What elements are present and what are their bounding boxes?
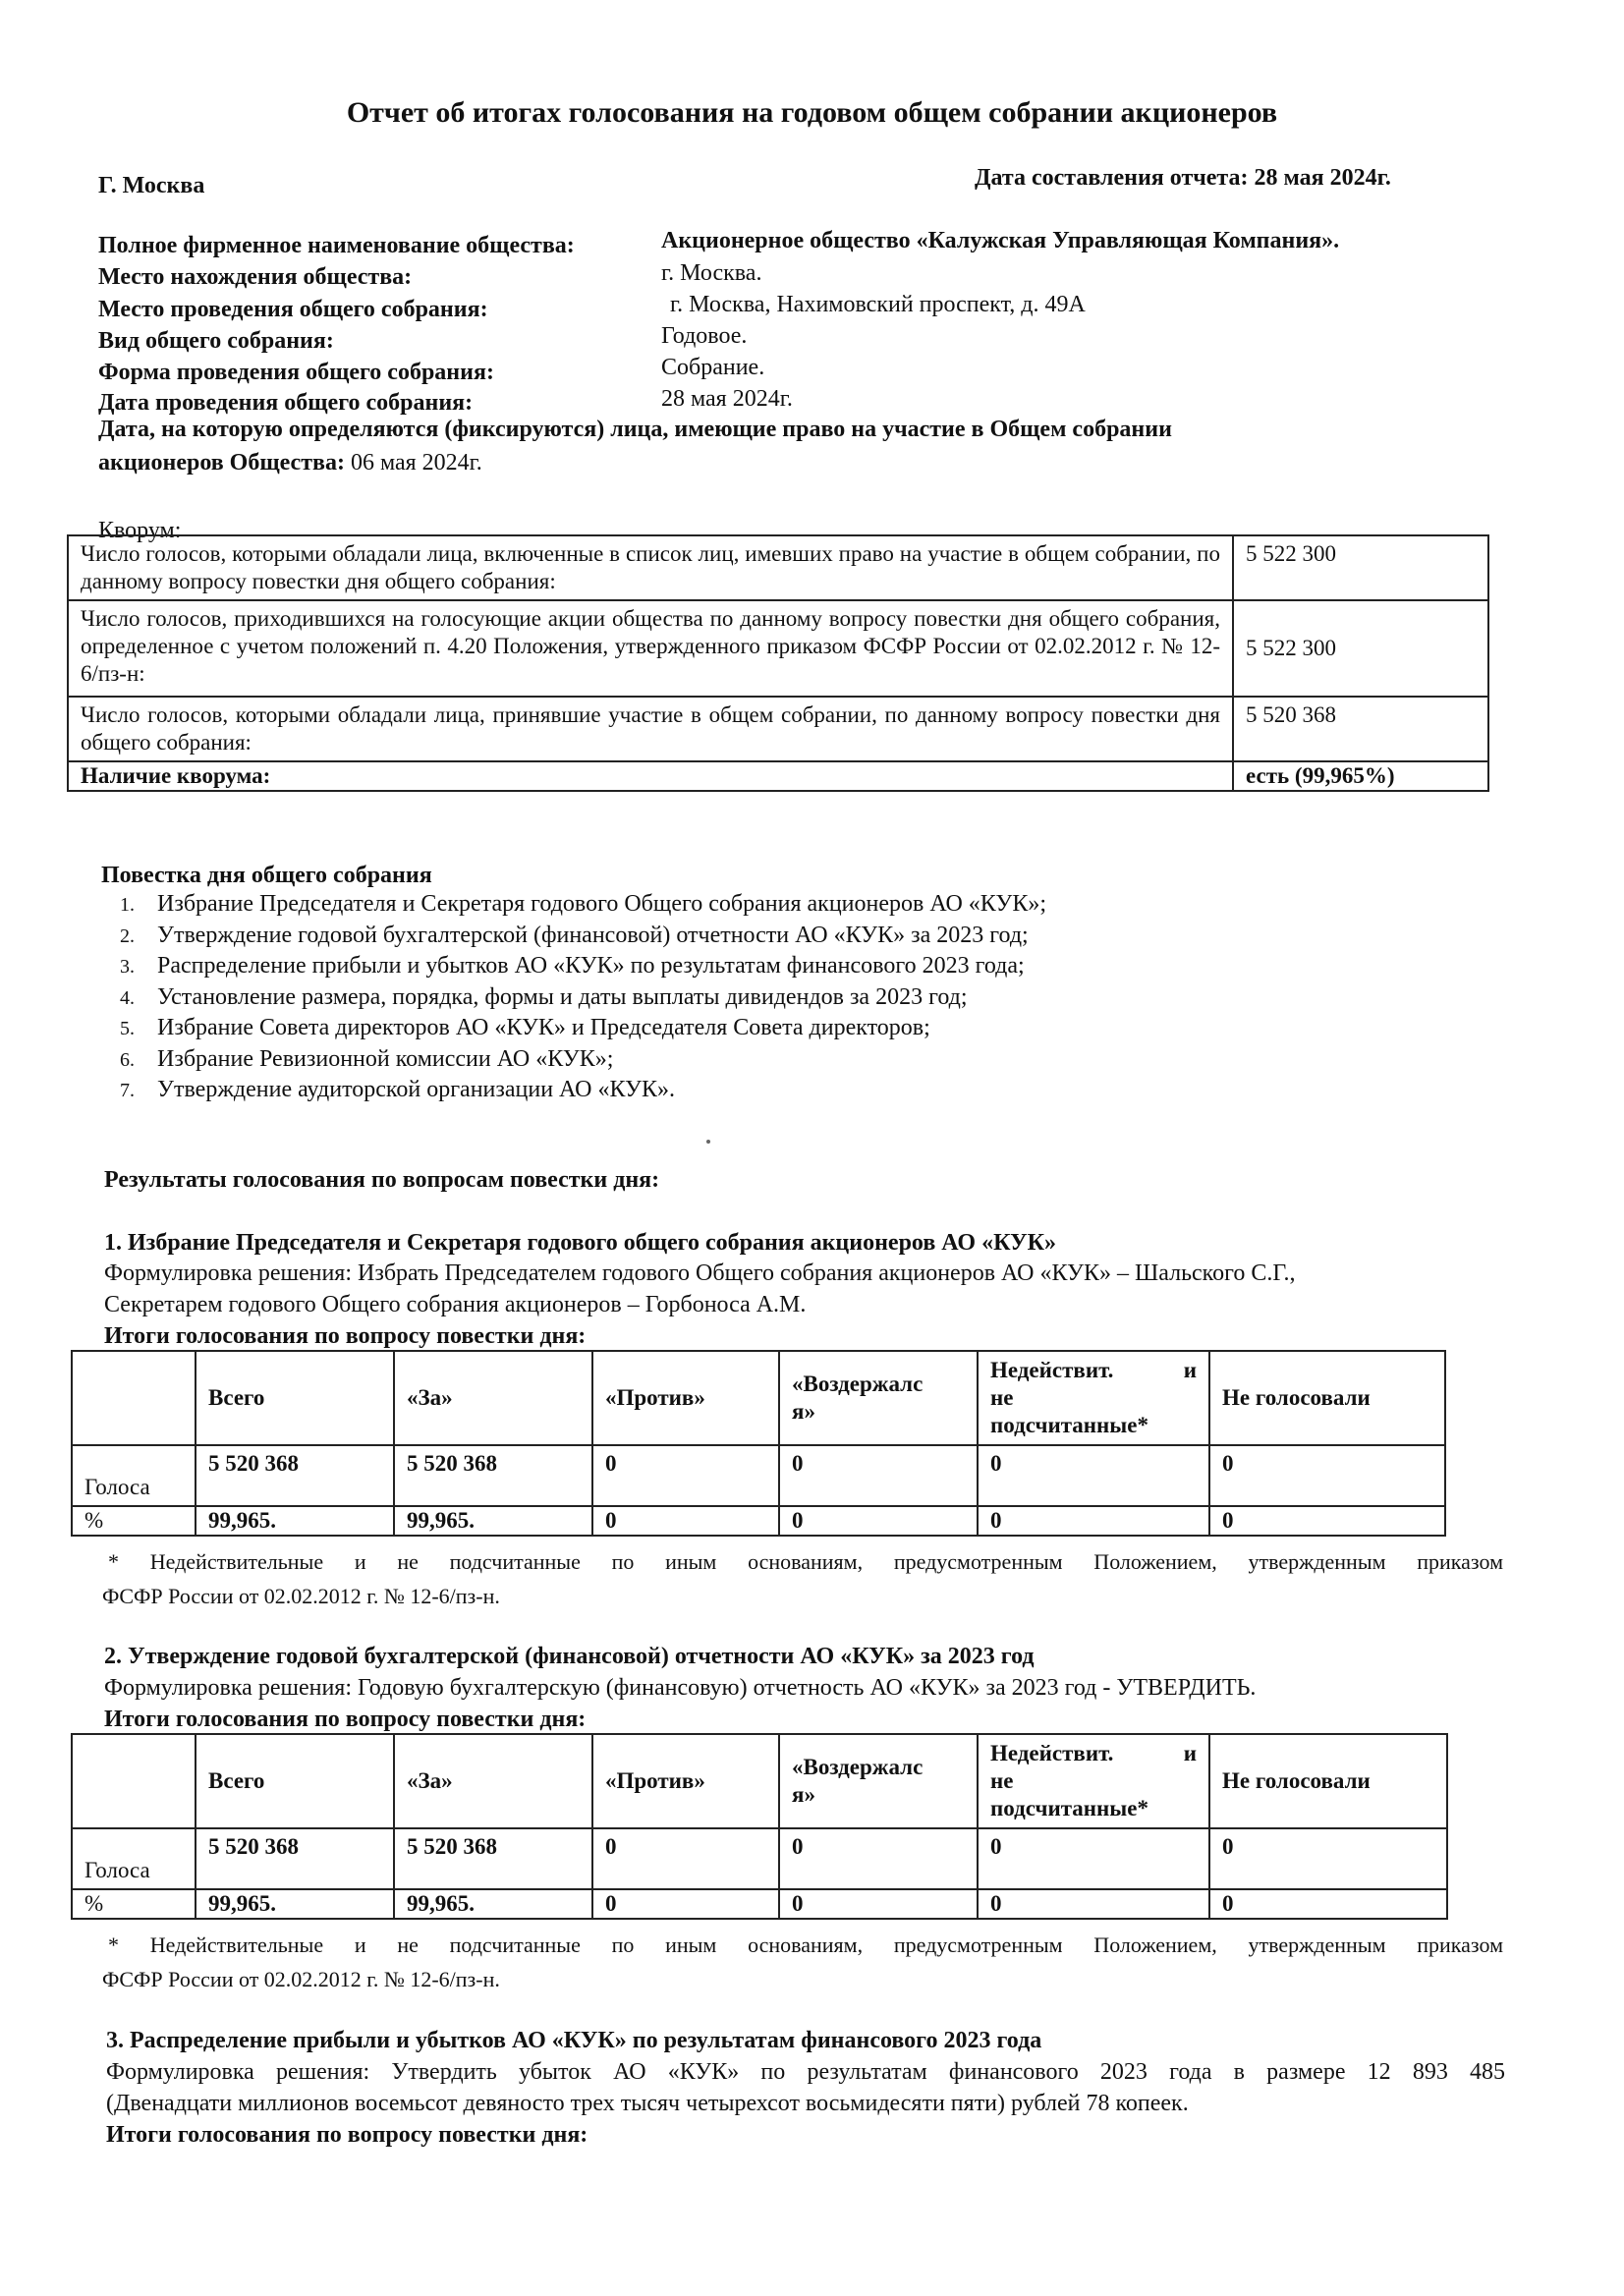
info-label: Вид общего собрания: <box>98 328 334 354</box>
header-invalid-part: подсчитанные* <box>990 1796 1148 1820</box>
header-total: Всего <box>196 1734 394 1828</box>
info-value: г. Москва. <box>661 260 762 286</box>
record-date-line2 <box>98 450 482 476</box>
question-3-wording: (Двенадцати миллионов восемьсот девяносто трех тысяч четырехсот восьмидесяти пяти) рублей 78 копеек. <box>106 2091 1189 2116</box>
agenda-item: 4. Установление размера, порядка, формы и даты выплаты дивидендов за 2023 год; <box>140 982 1046 1014</box>
cell-percent-not-voted: 0 <box>1209 1889 1447 1919</box>
header-invalid-part: не <box>990 1768 1014 1793</box>
header-abstain-part: я» <box>792 1399 815 1424</box>
cell-percent-abstain: 0 <box>779 1506 978 1536</box>
header-invalid-part: не <box>990 1385 1014 1410</box>
header-abstain-part: «Воздержалс <box>792 1372 924 1396</box>
table-row <box>72 1828 1447 1889</box>
quorum-value: 5 522 300 <box>1233 600 1488 697</box>
info-value: Годовое. <box>661 323 748 349</box>
quorum-table <box>67 534 1489 792</box>
header-empty-cell <box>72 1734 196 1828</box>
question-2-heading: 2. Утверждение годовой бухгалтерской (финансовой) отчетности АО «КУК» за 2023 год <box>104 1644 1035 1669</box>
quorum-presence-row <box>68 761 1488 791</box>
table-header-row <box>72 1734 1447 1828</box>
header-invalid-part: и <box>1183 1741 1197 1765</box>
quorum-value: 5 522 300 <box>1233 535 1488 600</box>
question-3-wording: Формулировка решения: Утвердить убыток АО «КУК» по результатам финансового 2023 года в размере 12 893 485 <box>106 2059 1505 2085</box>
results-caption: Итоги голосования по вопросу повестки дня: <box>104 1707 587 1732</box>
question-1-results-table <box>71 1350 1446 1537</box>
header-abstain <box>779 1351 978 1445</box>
header-empty-cell <box>72 1351 196 1445</box>
table-row <box>72 1506 1445 1536</box>
agenda-item: 1. Избрание Председателя и Секретаря годового Общего собрания акционеров АО «КУК»; <box>140 889 1046 921</box>
quorum-row <box>68 697 1488 761</box>
cell-votes-invalid: 0 <box>978 1828 1209 1889</box>
cell-percent-not-voted: 0 <box>1209 1506 1445 1536</box>
cell-percent-invalid: 0 <box>978 1506 1209 1536</box>
quorum-label: Число голосов, которыми обладали лица, включенные в список лиц, имевших право на участие в общем собрании, по данному вопросу повестки дня общего собрания: <box>68 535 1233 600</box>
cell-votes-not-voted: 0 <box>1209 1828 1447 1889</box>
question-1-wording: Секретарем годового Общего собрания акционеров – Горбоноса А.М. <box>104 1292 807 1317</box>
report-title: Отчет об итогах голосования на годовом общем собрании акционеров <box>346 96 1278 129</box>
agenda-item: 5. Избрание Совета директоров АО «КУК» и Председателя Совета директоров; <box>140 1013 1046 1044</box>
quorum-caption: Кворум: <box>98 518 182 543</box>
results-caption: Итоги голосования по вопросу повестки дня: <box>106 2122 588 2148</box>
cell-percent-against: 0 <box>592 1889 779 1919</box>
cell-votes-for: 5 520 368 <box>394 1828 592 1889</box>
info-label: Место проведения общего собрания: <box>98 297 488 322</box>
quorum-label: Число голосов, которыми обладали лица, принявшие участие в общем собрании, по данному вопросу повестки дня общего собрания: <box>68 697 1233 761</box>
question-1-footnote: * Недействительные и не подсчитанные по иным основаниям, предусмотренным Положением, утвержденным приказом <box>108 1549 1503 1574</box>
header-for: «За» <box>394 1351 592 1445</box>
cell-votes-not-voted: 0 <box>1209 1445 1445 1506</box>
info-value: Собрание. <box>661 355 765 380</box>
cell-votes-abstain: 0 <box>779 1445 978 1506</box>
cell-percent-abstain: 0 <box>779 1889 978 1919</box>
quorum-row <box>68 535 1488 600</box>
question-2-footnote: * Недействительные и не подсчитанные по иным основаниям, предусмотренным Положением, утвержденным приказом <box>108 1932 1503 1957</box>
cell-percent-against: 0 <box>592 1506 779 1536</box>
cell-votes-total: 5 520 368 <box>196 1828 394 1889</box>
question-1-heading: 1. Избрание Председателя и Секретаря годового общего собрания акционеров АО «КУК» <box>104 1230 1057 1256</box>
cell-votes-invalid: 0 <box>978 1445 1209 1506</box>
info-label: Место нахождения общества: <box>98 264 413 290</box>
question-2-footnote: ФСФР России от 02.02.2012 г. № 12-6/пз-н. <box>102 1967 500 1991</box>
cell-votes-against: 0 <box>592 1828 779 1889</box>
header-against: «Против» <box>592 1734 779 1828</box>
quorum-label: Число голосов, приходившихся на голосующие акции общества по данному вопросу повестки дня общего собрания, определенное с учетом положений п. 4.20 Положения, утвержденного приказом ФСФР России от 02.02.2012 г. № 12-6/пз-н: <box>68 600 1233 697</box>
row-label-votes: Голоса <box>72 1445 196 1506</box>
quorum-row <box>68 600 1488 697</box>
header-abstain <box>779 1734 978 1828</box>
cell-votes-against: 0 <box>592 1445 779 1506</box>
question-2-wording: Формулировка решения: Годовую бухгалтерскую (финансовую) отчетность АО «КУК» за 2023 год - УТВЕРДИТЬ. <box>104 1675 1257 1701</box>
city: Г. Москва <box>98 173 205 198</box>
header-invalid <box>978 1351 1209 1445</box>
row-label-percent: % <box>72 1889 196 1919</box>
agenda-item: 6. Избрание Ревизионной комиссии АО «КУК»; <box>140 1044 1046 1076</box>
question-3-heading: 3. Распределение прибыли и убытков АО «КУК» по результатам финансового 2023 года <box>106 2028 1042 2053</box>
cell-percent-total: 99,965. <box>196 1506 394 1536</box>
scan-speck <box>706 1140 710 1144</box>
info-label: Форма проведения общего собрания: <box>98 360 494 385</box>
cell-percent-total: 99,965. <box>196 1889 394 1919</box>
header-invalid-part: и <box>1183 1358 1197 1382</box>
info-label: Полное фирменное наименование общества: <box>98 233 575 258</box>
header-abstain-part: «Воздержалс <box>792 1755 924 1779</box>
header-not-voted: Не голосовали <box>1209 1734 1447 1828</box>
quorum-presence-label: Наличие кворума: <box>68 761 1233 791</box>
agenda-item: 3. Распределение прибыли и убытков АО «КУК» по результатам финансового 2023 года; <box>140 951 1046 982</box>
header-abstain-part: я» <box>792 1782 815 1807</box>
results-caption: Итоги голосования по вопросу повестки дня: <box>104 1323 587 1349</box>
table-row <box>72 1445 1445 1506</box>
header-invalid-part: Недействит. <box>990 1741 1114 1765</box>
info-value: 28 мая 2024г. <box>661 386 793 412</box>
header-invalid-part: Недействит. <box>990 1358 1114 1382</box>
agenda-list <box>79 889 1046 1106</box>
question-1-wording: Формулировка решения: Избрать Председателем годового Общего собрания акционеров АО «КУК» – Шальского С.Г., <box>104 1260 1296 1286</box>
info-label: Дата проведения общего собрания: <box>98 390 474 416</box>
question-1-footnote: ФСФР России от 02.02.2012 г. № 12-6/пз-н. <box>102 1584 500 1608</box>
record-date-label: акционеров Общества: <box>98 450 345 476</box>
header-total: Всего <box>196 1351 394 1445</box>
row-label-votes: Голоса <box>72 1828 196 1889</box>
record-date-value: 06 мая 2024г. <box>350 450 482 476</box>
header-invalid-part: подсчитанные* <box>990 1413 1148 1437</box>
table-row <box>72 1889 1447 1919</box>
cell-percent-for: 99,965. <box>394 1889 592 1919</box>
agenda-heading: Повестка дня общего собрания <box>101 863 432 888</box>
header-invalid <box>978 1734 1209 1828</box>
cell-votes-total: 5 520 368 <box>196 1445 394 1506</box>
results-heading: Результаты голосования по вопросам повестки дня: <box>104 1167 660 1193</box>
info-value: г. Москва, Нахимовский проспект, д. 49А <box>670 292 1086 317</box>
quorum-presence-value: есть (99,965%) <box>1233 761 1488 791</box>
header-against: «Против» <box>592 1351 779 1445</box>
row-label-percent: % <box>72 1506 196 1536</box>
info-value: Акционерное общество «Калужская Управляющая Компания». <box>661 228 1340 253</box>
table-header-row <box>72 1351 1445 1445</box>
cell-votes-abstain: 0 <box>779 1828 978 1889</box>
record-date-line: Дата, на которую определяются (фиксируются) лица, имеющие право на участие в Общем собрании <box>98 417 1172 442</box>
question-2-results-table <box>71 1733 1448 1920</box>
header-not-voted: Не голосовали <box>1209 1351 1445 1445</box>
cell-votes-for: 5 520 368 <box>394 1445 592 1506</box>
cell-percent-invalid: 0 <box>978 1889 1209 1919</box>
agenda-item: 2. Утверждение годовой бухгалтерской (финансовой) отчетности АО «КУК» за 2023 год; <box>140 921 1046 952</box>
header-for: «За» <box>394 1734 592 1828</box>
quorum-value: 5 520 368 <box>1233 697 1488 761</box>
report-date: Дата составления отчета: 28 мая 2024г. <box>975 165 1391 191</box>
cell-percent-for: 99,965. <box>394 1506 592 1536</box>
agenda-item: 7. Утверждение аудиторской организации АО «КУК». <box>140 1075 1046 1106</box>
